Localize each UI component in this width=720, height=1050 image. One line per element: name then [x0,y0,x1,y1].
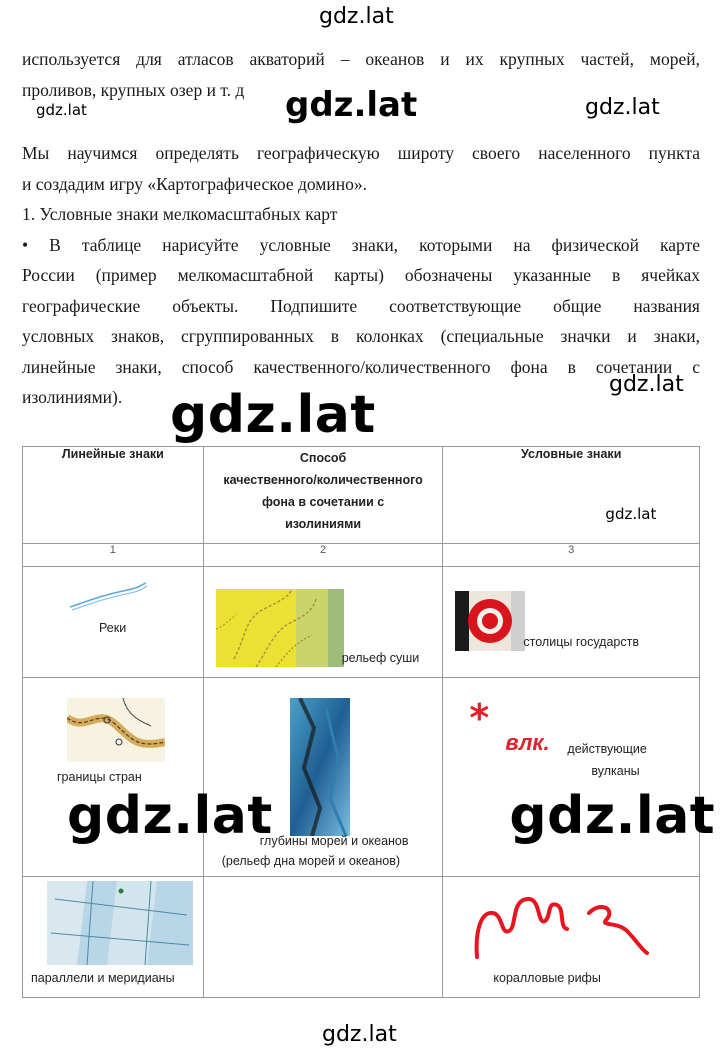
cell-rivers [23,567,204,678]
header-background [203,447,443,544]
header-row [23,447,700,544]
header-symbols-label: Условные знаки [521,447,622,461]
watermark-big-center: gdz.lat [170,385,376,445]
para2-line-1: Мы научимся определять географическую широту своего населенного пункта [22,143,700,163]
watermark-table: gdz.lat [605,505,657,523]
symbols-table [22,446,716,998]
cell-depths [203,678,443,877]
rivers-label: Реки [99,621,127,635]
header-background-line-3: фона в сочетании с [261,495,385,509]
task-line-2: России (пример мелкомасштабной карты) обозначены указанные в ячейках [22,265,700,285]
header-background-line-1: Способ [299,451,347,465]
header-linear-label: Линейные знаки [61,447,164,461]
para2-line-2: и создадим игру «Картографическое домино». [22,174,367,194]
cell-volcanoes [443,678,716,877]
cell-borders [23,678,273,877]
header-background-line-4: изолиниями [285,517,362,531]
task-line-5: линейные знаки, способ качественного/количественного фона в сочетании с [22,357,700,377]
section-heading: 1. Условные знаки мелкомасштабных карт [22,204,338,224]
reefs-label: коралловые рифы [493,971,601,985]
depths-label: глубины морей и океанов [259,834,409,848]
river-symbol [68,581,148,611]
task-line-3: географические объекты. Подпишите соответствующие общие названия [22,296,700,316]
col-number-1: 1 [23,544,204,567]
task-line-6: изолиниями). [22,387,123,407]
cell-graticule [23,877,204,998]
borders-label: границы стран [57,770,142,784]
depths-map-image [290,698,350,836]
watermark-bold: gdz.lat [285,85,418,125]
task-line-1: • В таблице нарисуйте условные знаки, которыми на физической карте [22,235,700,255]
depths-sublabel: (рельеф дна морей и океанов) [221,854,401,868]
volcano-asterisk-icon: * [469,696,490,740]
watermark-bottom: gdz.lat [322,1022,397,1047]
relief-label: рельеф суши [341,651,420,665]
col-number-3: 3 [443,544,700,567]
header-background-line-2: качественного/количественного [223,473,423,487]
volcanoes-label-line-2: вулканы [591,764,640,778]
task-line-4: условных знаков, сгруппированных в колонках (специальные значки и знаки, [22,326,700,346]
watermark-big-left: gdz.lat [67,786,273,846]
cell-capitals [443,567,700,678]
watermark-big-right: gdz.lat [509,786,716,846]
watermark-right-2: gdz.lat [609,372,684,397]
volcano-abbr: влк. [505,730,550,755]
col-number-2: 2 [203,544,443,567]
watermark-top: gdz.lat [319,4,394,29]
number-row [23,544,700,567]
table-row [23,567,700,678]
volcanoes-label-line-1: действующие [567,742,647,756]
watermark-right-1: gdz.lat [585,95,660,120]
text-line-1: используется для атласов акваторий – океанов и их крупных частей, морей, [22,49,700,69]
graticule-label: параллели и меридианы [31,971,175,985]
borders-map-image [67,698,165,762]
table-row [23,877,700,998]
coral-reef-symbol [471,891,671,963]
header-symbols [443,447,700,544]
graticule-map-image [47,881,193,965]
cell-relief [203,567,443,678]
header-linear [23,447,204,544]
capitals-label: столицы государств [523,635,639,649]
watermark-small: gdz.lat [36,101,87,119]
relief-map-image [216,589,344,667]
table-row [23,678,700,877]
text-line-2: проливов, крупных озер и т. д [22,80,245,100]
cell-reefs [443,877,700,998]
cell-empty [203,877,443,998]
capital-symbol [455,591,525,651]
